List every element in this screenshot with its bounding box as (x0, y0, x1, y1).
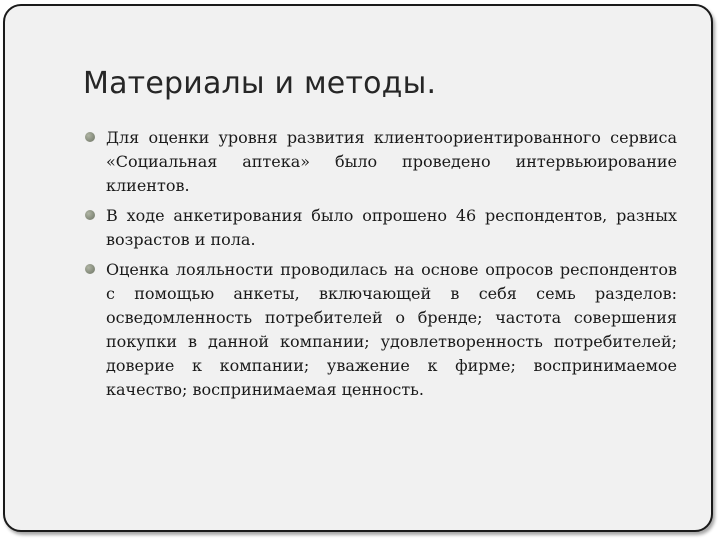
slide-title: Материалы и методы. (83, 66, 437, 101)
slide-frame (3, 4, 713, 532)
bullet-text: В ходе анкетирования было опрошено 46 респондентов, разных возрастов и пола. (106, 206, 677, 249)
bullet-dot-icon (85, 210, 95, 220)
bullet-item (85, 126, 677, 198)
bullet-dot-icon (85, 264, 95, 274)
bullet-item (85, 258, 677, 402)
bullet-text: Для оценки уровня развития клиентоориентированного сервиса «Социальная аптека» было проведено интервьюирование клиентов. (106, 128, 677, 195)
bullet-list (85, 126, 677, 408)
bullet-text: Оценка лояльности проводилась на основе опросов респондентов с помощью анкеты, включающей в себя семь разделов: осведомленность потребителей о бренде; частота совершения покупки в данной компании; удовлетворенность потребителей; доверие к компании; уважение к фирме; воспринимаемое качество; воспринимаемая ценность. (106, 260, 677, 399)
bullet-item (85, 204, 677, 252)
bullet-dot-icon (85, 132, 95, 142)
